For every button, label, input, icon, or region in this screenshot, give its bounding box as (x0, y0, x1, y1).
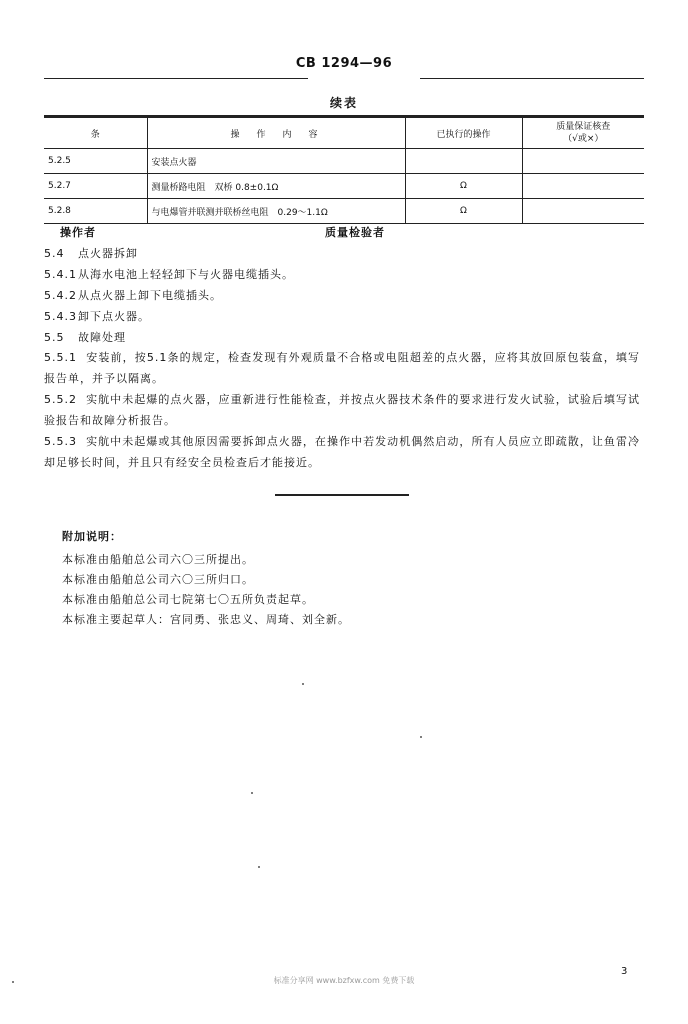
section-text: 故障处理 (78, 331, 126, 344)
section-number: 5.4 (44, 247, 65, 260)
scan-speck (251, 792, 253, 794)
paragraph-number: 5.5.2 (44, 393, 77, 406)
notes-heading: 附加说明： (62, 530, 122, 543)
row-clause: 5.2.5 (44, 149, 147, 174)
row-executed: Ω (405, 199, 522, 224)
section-text: 卸下点火器。 (78, 310, 150, 323)
section-text: 从海水电池上轻轻卸下与火器电缆插头。 (78, 268, 294, 281)
header-rule-left (44, 78, 308, 79)
inspector-signature-label: 质量检验者 (325, 226, 385, 239)
page-number: 3 (621, 966, 628, 977)
col-header-clause: 条 (44, 118, 147, 149)
paragraph-number: 5.5.3 (44, 435, 77, 448)
quality-check-label: 质量保证核查 （√或×） (556, 122, 611, 144)
section-text: 点火器拆卸 (78, 247, 138, 260)
row-clause: 5.2.8 (44, 199, 147, 224)
row-executed (405, 149, 522, 174)
scan-speck (302, 683, 304, 685)
table-row (44, 174, 644, 199)
operation-table (44, 117, 644, 224)
section-heading (44, 330, 644, 346)
section-item (44, 288, 644, 304)
operator-signature-label: 操作者 (60, 226, 96, 239)
table-header-row (44, 118, 644, 149)
table-row (44, 199, 644, 224)
section-divider (275, 494, 409, 496)
row-content: 与电爆管并联测并联桥丝电阻 0.29～1.1Ω (147, 199, 405, 224)
notes-line: 本标准由船舶总公司六〇三所归口。 (62, 573, 254, 586)
row-content: 安装点火器 (147, 149, 405, 174)
row-clause: 5.2.7 (44, 174, 147, 199)
section-number: 5.4.3 (44, 310, 77, 323)
row-executed: Ω (405, 174, 522, 199)
section-number: 5.4.2 (44, 289, 77, 302)
paragraph-text: 实航中未起爆的点火器，应重新进行性能检查，并按点火器技术条件的要求进行发火试验，试验后填写试验报告和故障分析报告。 (44, 393, 641, 427)
col-header-content: 操 作 内 容 (147, 118, 405, 149)
table-title: 续表 (329, 96, 358, 110)
section-number: 5.5 (44, 331, 65, 344)
paragraph (44, 431, 640, 473)
scan-speck (258, 866, 260, 868)
scan-speck (420, 736, 422, 738)
paragraph (44, 389, 640, 431)
section-text: 从点火器上卸下电缆插头。 (78, 289, 222, 302)
paragraph-text: 安装前，按5.1条的规定，检查发现有外观质量不合格或电阻超差的点火器，应将其放回原包装盒，填写报告单，并予以隔离。 (44, 351, 640, 385)
row-check (522, 199, 644, 224)
paragraph-text: 实航中未起爆或其他原因需要拆卸点火器，在操作中若发动机偶然启动，所有人员应立即疏散，让鱼雷冷却足够长时间，并且只有经安全员检查后才能接近。 (44, 435, 641, 469)
section-number: 5.4.1 (44, 268, 77, 281)
footer-watermark: 标准分享网 www.bzfxw.com 免费下载 (273, 976, 415, 985)
section-item (44, 267, 644, 283)
notes-line: 本标准由船舶总公司六〇三所提出。 (62, 553, 254, 566)
paragraph (44, 347, 640, 389)
section-heading (44, 246, 644, 262)
section-item (44, 309, 644, 325)
document-code: CB 1294—96 (295, 56, 393, 71)
row-check (522, 149, 644, 174)
col-header-quality-check (522, 118, 644, 149)
header-rule-right (420, 78, 644, 79)
notes-line: 本标准由船舶总公司七院第七〇五所负责起草。 (62, 593, 314, 606)
notes-line: 本标准主要起草人：宫同勇、张忠义、周琦、刘全新。 (62, 613, 350, 626)
table-row (44, 149, 644, 174)
col-header-executed: 已执行的操作 (405, 118, 522, 149)
paragraph-number: 5.5.1 (44, 351, 77, 364)
row-check (522, 174, 644, 199)
row-content: 测量桥路电阻 双桥 0.8±0.1Ω (147, 174, 405, 199)
